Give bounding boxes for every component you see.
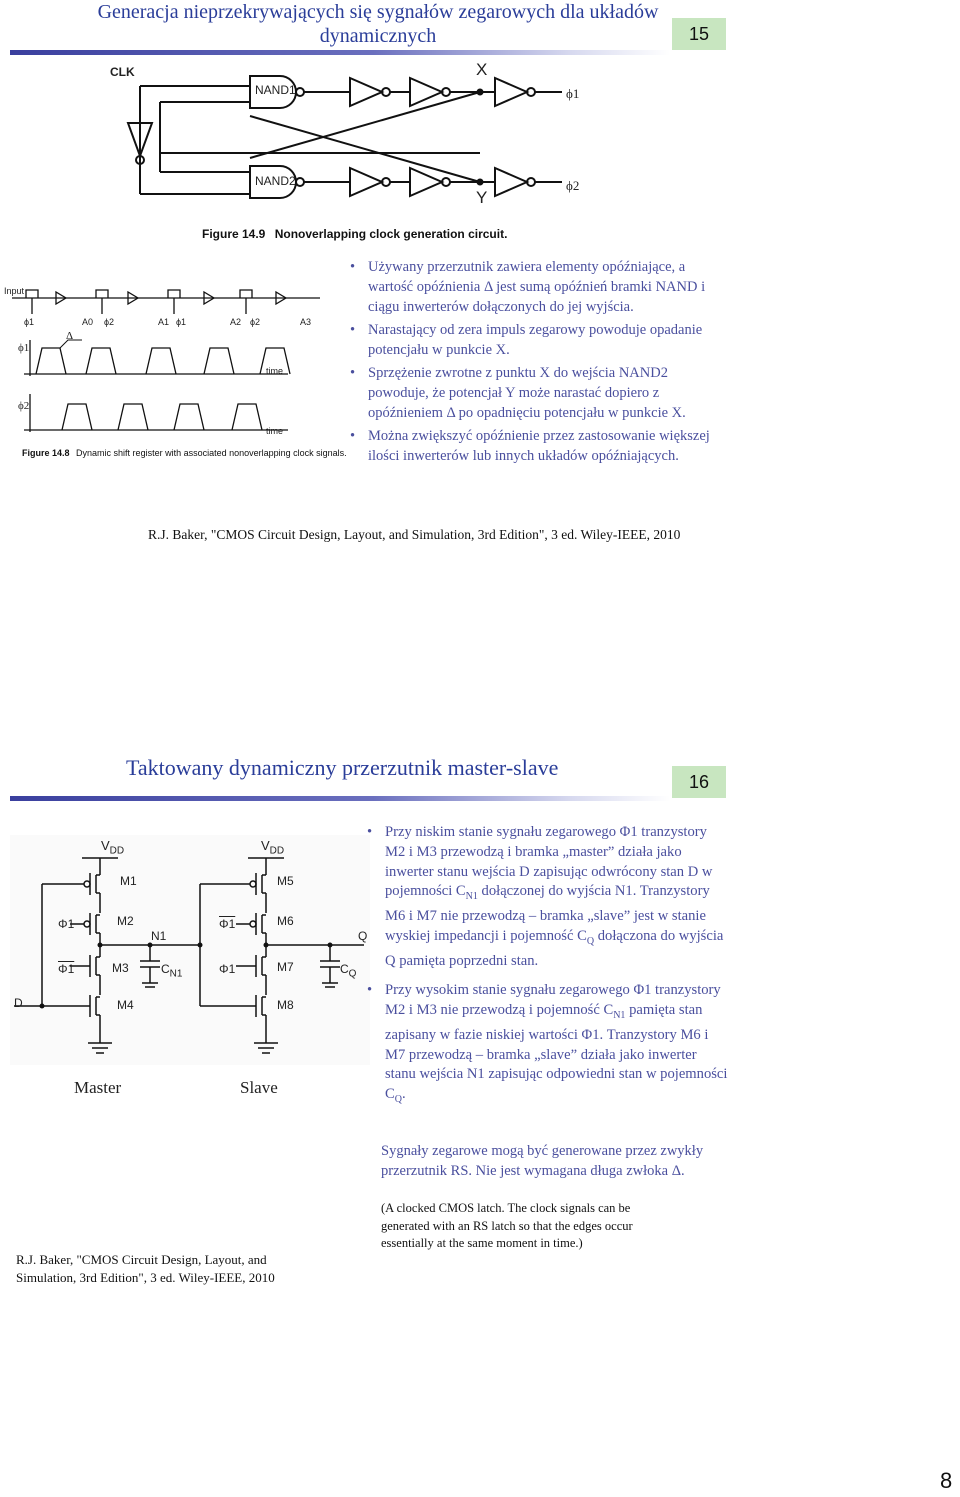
slide15-bullet-3: • Sprzężenie zwrotne z punktu X do wejścia NAND2 powoduje, że potencjał Y może narastać dopiero z opóźnieniem Δ po opadnięciu potencjału w punkcie X. (350, 363, 720, 423)
register-label-0: ϕ1 (24, 317, 35, 327)
figure-14-8-text: Dynamic shift register with associated nonoverlapping clock signals. (76, 448, 347, 458)
register-label-4: ϕ1 (176, 317, 187, 327)
slide16-reference: R.J. Baker, "CMOS Circuit Design, Layout, and Simulation, 3rd Edition", 3 ed. Wiley-IEEE, 2010 (16, 1252, 275, 1285)
m5-label: M5 (277, 874, 294, 888)
figure-14-8-number: Figure 14.8 (22, 448, 70, 458)
n1-label: N1 (151, 929, 167, 943)
master-vdd-sub: DD (109, 845, 125, 857)
figure-14-9-text: Nonoverlapping clock generation circuit. (274, 227, 508, 241)
cq-label (340, 962, 356, 979)
slide15-reference: R.J. Baker, "CMOS Circuit Design, Layout, and Simulation, 3rd Edition", 3 ed. Wiley-IEEE, 2010 (148, 527, 681, 542)
bullet1-sub-b: Q (586, 935, 595, 947)
register-label-5: A2 (230, 317, 242, 327)
rs-latch-note-english: (A clocked CMOS latch. The clock signals can be generated with an RS latch so that the edges occur essentially at the same moment in time.) (381, 1201, 633, 1250)
register-label-3: A1 (158, 317, 170, 327)
page-number: 8 (940, 1468, 953, 1493)
slide15-number: 15 (672, 18, 726, 50)
slide16-title-rule (10, 796, 670, 801)
time-label-1: time (266, 366, 284, 376)
slide15-bullets (350, 257, 720, 466)
slide15-title: Generacja nieprzekrywających się sygnałów zegarowych dla układów dynamicznych (97, 1, 659, 47)
phi1bar-m3-label: Φ1 (58, 962, 75, 976)
cq-main: C (340, 962, 349, 976)
slave-vdd-main: V (261, 838, 270, 853)
m4-label: M4 (117, 998, 134, 1012)
slide16-title: Taktowany dynamiczny przerzutnik master-slave (126, 755, 559, 780)
register-label-1: A0 (82, 317, 94, 327)
slide15-bullet-1: • Używany przerzutnik zawiera elementy opóźniające, a wartość opóźnienia Δ jest sumą opóźnień bramki NAND i ciągu inwerterów dołączonych do jej wyjścia. (350, 257, 720, 317)
input-label: Input (4, 286, 25, 296)
bullet1-sub-a: N1 (465, 891, 478, 903)
master-vdd-label (101, 838, 124, 857)
m2-label: M2 (117, 914, 134, 928)
master-slave-circuit (10, 835, 370, 1065)
slide16-number: 16 (672, 766, 726, 798)
slave-label: Slave (240, 1078, 278, 1097)
phi1-output-label: ϕ1 (566, 86, 580, 101)
phi1-m2-label: Φ1 (58, 917, 75, 931)
delta-label: Δ (66, 330, 74, 342)
register-label-7: A3 (300, 317, 312, 327)
register-label-2: ϕ2 (104, 317, 115, 327)
phi1-m7-label: Φ1 (219, 962, 236, 976)
m6-label: M6 (277, 914, 294, 928)
slave-vdd-sub: DD (269, 845, 285, 857)
slide16-bullet-1 (367, 823, 729, 971)
slide16-bullets (367, 823, 729, 1110)
bullet1-text-b: dołączonej do wyjścia N1. Tranzystory M6 i M7 nie przewodzą – bramka „slave” jest w stanie wyskiej impedancji i pojemność C (385, 883, 710, 944)
q-label: Q (358, 929, 368, 943)
figure-14-8-caption (22, 448, 347, 458)
slide16-bullet-2 (367, 981, 729, 1110)
cq-sub: Q (348, 968, 357, 980)
master-label: Master (74, 1078, 122, 1097)
bullet2-sub-a: N1 (613, 1010, 626, 1022)
phi1-waveform-label: ϕ1 (18, 342, 30, 354)
d-input-label: D (14, 996, 23, 1010)
y-node-label: Y (476, 188, 488, 207)
m8-label: M8 (277, 998, 294, 1012)
shift-register-timing-diagram (8, 284, 328, 444)
figure-14-9-number: Figure 14.9 (202, 227, 266, 241)
phi2-waveform-label: ϕ2 (18, 400, 30, 412)
bullet1-text-c: dołączona do wyjścia Q pamięta poprzedni stan. (385, 927, 724, 969)
slide15-bullet-2: • Narastający od zera impuls zegarowy powoduje opadanie potencjału w punkcie X. (350, 320, 720, 360)
phi2-output-label: ϕ2 (566, 178, 580, 193)
bullet1-text-a: Przy niskim stanie sygnału zegarowego Φ1 tranzystory M2 i M3 przewodzą i bramka „master” działa jako inwerter stanu wejścia D zapisując odwrócony stan D w pojemności C (385, 824, 713, 900)
slide15-bullet-4: • Można zwiększyć opóźnienie przez zastosowanie większej ilości inwerterów lub innych układów opóźniających. (350, 426, 720, 466)
rs-latch-note: Sygnały zegarowe mogą być generowane przez zwykły przerzutnik RS. Nie jest wymagana długa zwłoka Δ. (381, 1143, 704, 1179)
master-vdd-main: V (101, 838, 110, 853)
bullet2-text-b: pamięta stan zapisany w fazie niskiej wartości Φ1. Tranzystory M6 i M7 przewodzą – bramka „slave” działa jako inwerter stanu wejścia N1 zapisując odpowiedni stan w pojemności C (385, 1002, 728, 1103)
figure-14-9-caption (202, 227, 507, 241)
slave-vdd-label (261, 838, 284, 857)
slide15-title-rule (10, 50, 670, 55)
x-node-label: X (476, 60, 488, 79)
time-label-2: time (266, 426, 284, 436)
cn1-main: C (161, 962, 170, 976)
register-label-6: ϕ2 (250, 317, 261, 327)
bullet2-text-a: Przy wysokim stanie sygnału zegarowego Φ1 tranzystory M2 i M3 nie przewodzą i pojemność C (385, 982, 721, 1019)
m7-label: M7 (277, 960, 294, 974)
nand1-label: NAND1 (255, 83, 296, 97)
clk-label: CLK (110, 65, 135, 79)
m3-label: M3 (112, 961, 129, 975)
nand2-label: NAND2 (255, 174, 296, 188)
bullet2-sub-b: Q (394, 1094, 402, 1106)
bullet2-text-c: . (401, 1086, 406, 1103)
cn1-label (161, 962, 182, 979)
cn1-sub: N1 (169, 968, 183, 980)
m1-label: M1 (120, 874, 137, 888)
nonoverlapping-clock-circuit (100, 58, 600, 248)
phi1bar-m6-label: Φ1 (219, 917, 236, 931)
